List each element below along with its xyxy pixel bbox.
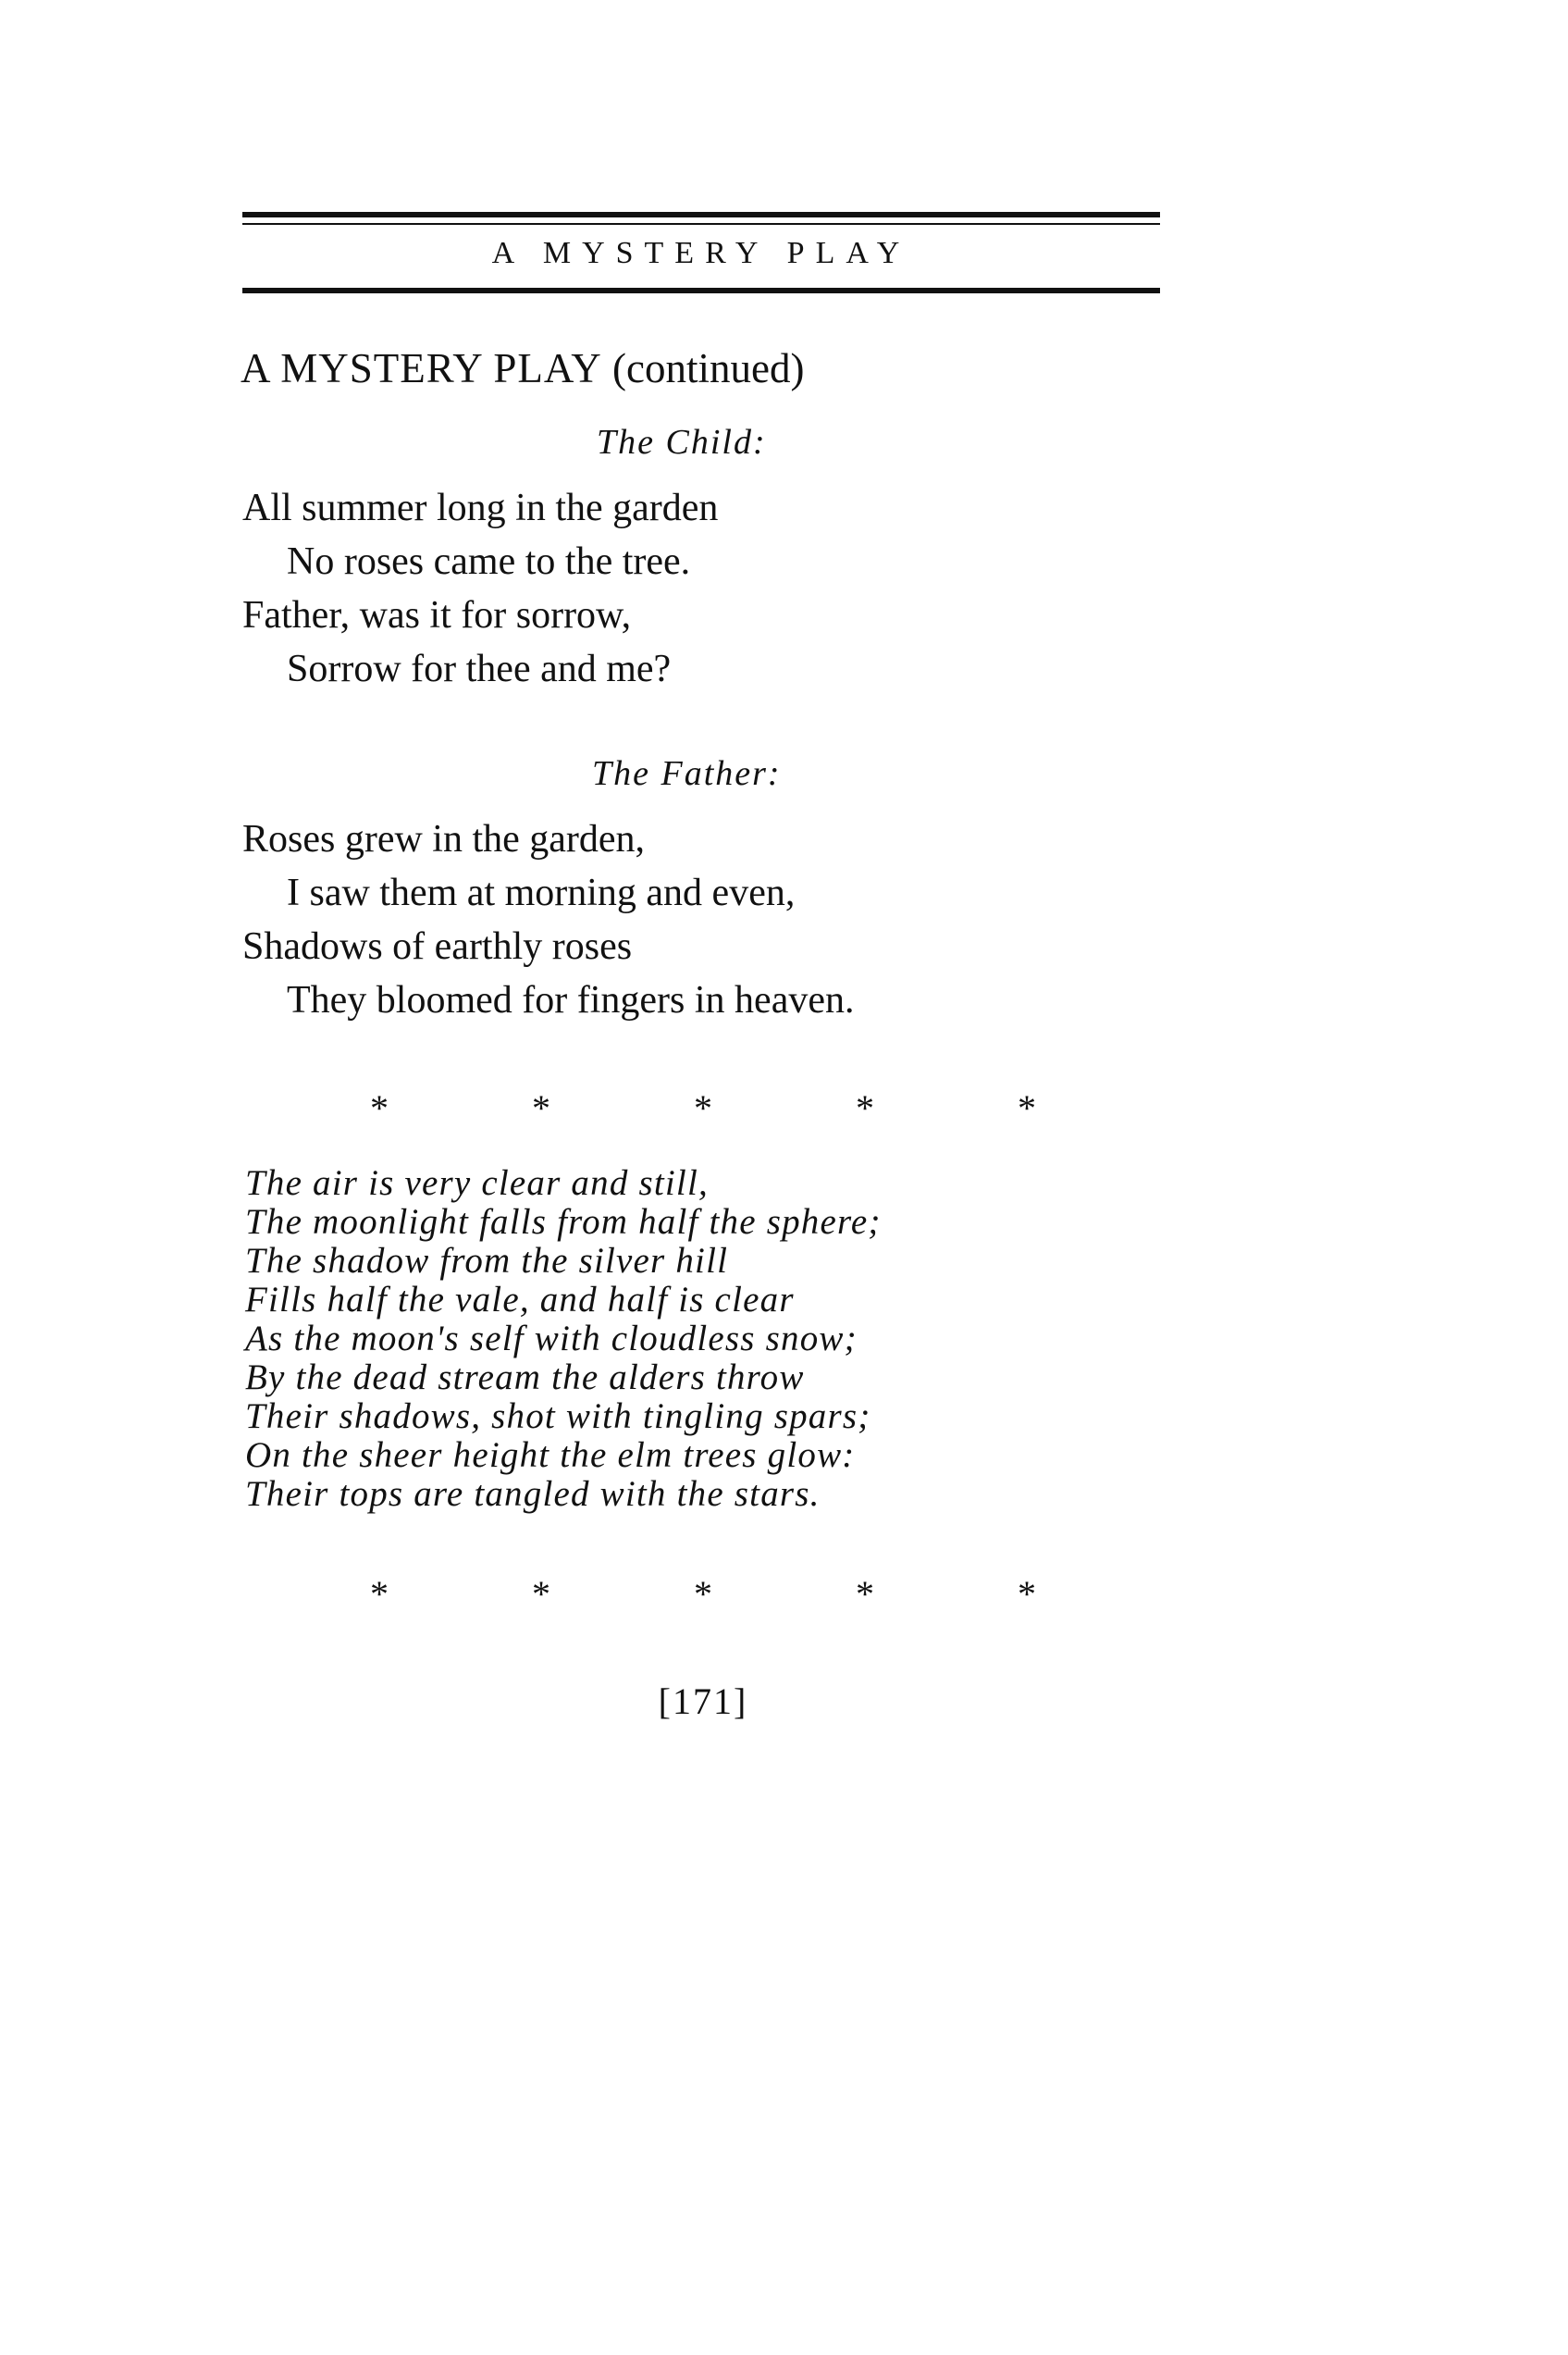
italic-poem bbox=[245, 1164, 882, 1514]
asterisk: * bbox=[856, 1087, 874, 1129]
poem-line: On the sheer height the elm trees glow: bbox=[245, 1435, 856, 1475]
verse-line: Roses grew in the garden, bbox=[242, 818, 646, 861]
poem-line: By the dead stream the alders throw bbox=[245, 1357, 805, 1397]
speaker-father: The Father: bbox=[592, 754, 782, 793]
asterisk: * bbox=[694, 1573, 712, 1615]
asterisk: * bbox=[694, 1087, 712, 1129]
verse-line: I saw them at morning and even, bbox=[287, 872, 796, 914]
section-title-suffix: (continued) bbox=[612, 345, 805, 391]
header-rule-thick bbox=[242, 212, 1160, 217]
poem-line: The air is very clear and still, bbox=[245, 1163, 709, 1203]
section-title-main: A MYSTERY PLAY bbox=[241, 345, 602, 391]
header-rule-thin bbox=[242, 223, 1160, 225]
asterisk: * bbox=[370, 1573, 389, 1615]
poem-line: The shadow from the silver hill bbox=[245, 1241, 729, 1281]
running-head: A MYSTERY PLAY bbox=[491, 236, 911, 270]
poem-line: The moonlight falls from half the sphere; bbox=[245, 1202, 882, 1242]
asterisk: * bbox=[1018, 1573, 1036, 1615]
asterisk: * bbox=[532, 1573, 550, 1615]
page-number: [171] bbox=[658, 1680, 748, 1722]
poem-line: As the moon's self with cloudless snow; bbox=[245, 1319, 858, 1358]
asterisk: * bbox=[370, 1087, 389, 1129]
verse-line: Sorrow for thee and me? bbox=[287, 648, 672, 690]
verse-line: Shadows of earthly roses bbox=[242, 925, 633, 968]
verse-line: They bloomed for fingers in heaven. bbox=[287, 979, 855, 1022]
verse-line: Father, was it for sorrow, bbox=[242, 594, 632, 637]
asterism-separator bbox=[370, 1573, 1036, 1615]
verse-line: No roses came to the tree. bbox=[287, 540, 691, 583]
verse-line: All summer long in the garden bbox=[242, 487, 719, 529]
stanza-father bbox=[242, 812, 854, 1027]
header-rule-bottom bbox=[242, 288, 1160, 293]
poem-line: Their tops are tangled with the stars. bbox=[245, 1474, 821, 1514]
stanza-child bbox=[242, 481, 718, 696]
asterisk: * bbox=[532, 1087, 550, 1129]
asterisk: * bbox=[1018, 1087, 1036, 1129]
asterism-separator bbox=[370, 1087, 1036, 1129]
poem-line: Fills half the vale, and half is clear bbox=[245, 1280, 795, 1320]
speaker-child: The Child: bbox=[597, 423, 767, 462]
asterisk: * bbox=[856, 1573, 874, 1615]
section-title bbox=[241, 342, 804, 394]
poem-line: Their shadows, shot with tingling spars; bbox=[245, 1396, 871, 1436]
